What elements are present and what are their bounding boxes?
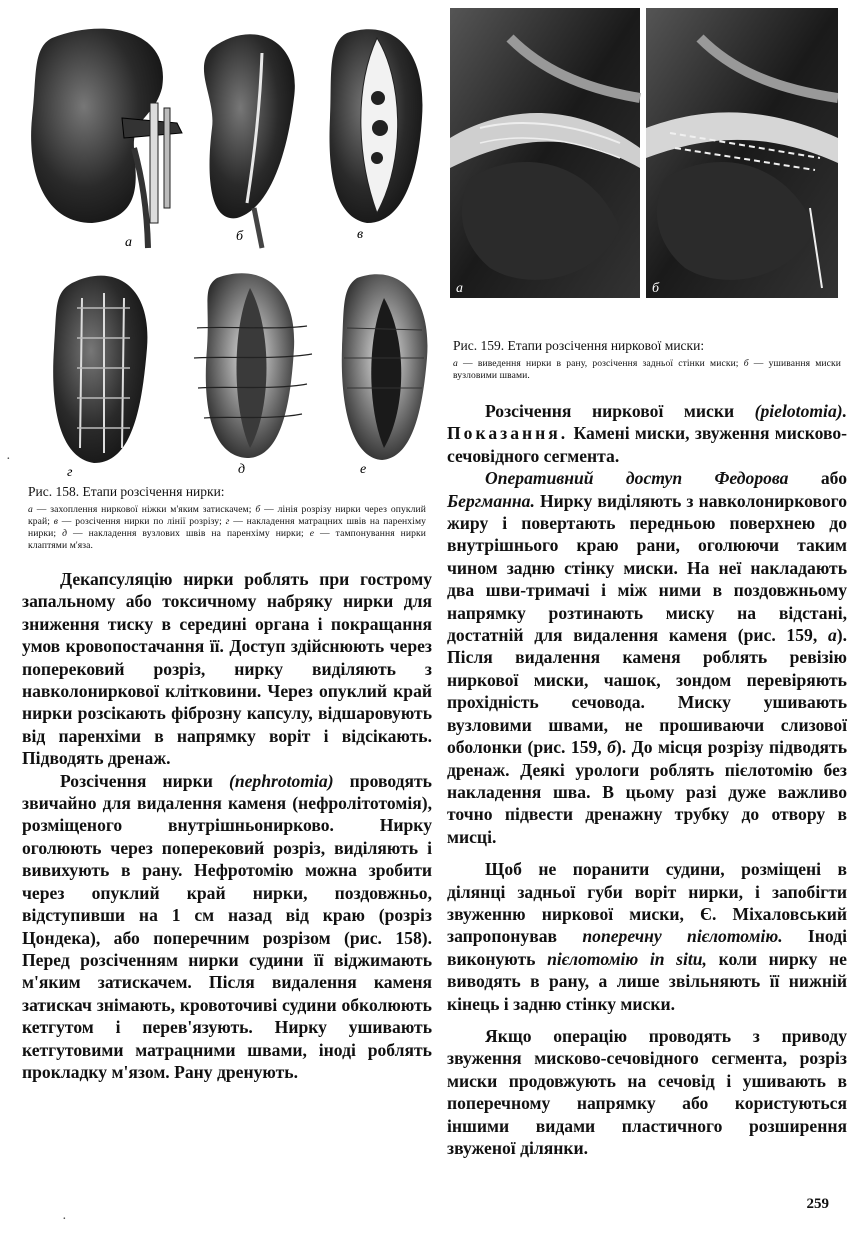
paragraph-text: Нирку виділяють з навколониркового жиру і повертають передньою поверхнею до внутрішнього краю рани, оголюючи таким чином задню стінку миски. На неї накладають два шви-тримачі і між ними в поздовжньому напрямку розтинають миску на відстані, достатній для видалення каменя (рис. 159, <box>447 490 847 646</box>
paragraph-text: Щоб не поранити судини, розміщені в ділянці задньої губи воріт нирки, і запобігти звуженню ниркової миски, Є. Міхаловський запропонував <box>447 859 847 947</box>
paragraph-transverse <box>447 858 847 1015</box>
figure-158-caption-title: Рис. 158. Етапи розсічення нирки: <box>28 484 225 499</box>
figure-158-caption-text: а — захоплення ниркової ніжки м'яким затискачем; б — лінія розрізу нирки через опуклий край; в — розсічення нирки по лінії розрізу; г — накладення матрацних швів на паренхіму нирки; д — накладення вузлових швів на паренхіму нирки; е — тампонування нирки клаптями м'яза. <box>28 504 427 551</box>
panel-label-b: б <box>652 281 660 296</box>
paragraph-access <box>447 467 847 848</box>
panel-label-c: в <box>357 227 364 242</box>
figure-159-caption-title: Рис. 159. Етапи розсічення ниркової миски: <box>453 338 705 353</box>
panel-f-kidney <box>342 274 428 460</box>
panel-label-e: д <box>238 462 246 477</box>
latin-nephrotomia: (nephrotomia) <box>212 770 334 791</box>
margin-mark: · <box>62 1212 67 1227</box>
paragraph-text: або <box>788 468 847 489</box>
term-pielotomy-in-situ: пієлотомію in situ, <box>547 948 707 969</box>
left-column <box>22 8 432 1083</box>
panel-a-kidney <box>31 29 182 248</box>
paragraph-text: ). До місця розрізу підводять дренаж. Деякі урологи роблять пієлотомію без накладення шва. В цьому разі дуже важливо точно підвести дренажну трубку до отвору в мисці. <box>447 737 847 847</box>
panel-b-kidney <box>204 34 295 248</box>
panel-label-a: а <box>125 235 132 250</box>
figure-ref-b: б <box>607 737 616 758</box>
access-bergmann: Бергманна. <box>447 490 535 511</box>
figure-159-caption-text: а — виведення нирки в рану, розсічення задньої стінки миски; б — ушивання миски вузловими швами. <box>453 358 841 381</box>
term-nephrotomy: Розсічення нирки <box>60 770 213 791</box>
term-transverse-pielotomy: поперечну пієлотомію. <box>582 926 783 947</box>
panel-c-kidney <box>329 29 422 223</box>
figure-ref-a: а <box>827 625 837 646</box>
panel-d-kidney <box>53 276 147 463</box>
latin-pielotomia: (pielotomia). <box>734 401 847 421</box>
paragraph-text: ). Після видалення каменя роблять ревізію ниркової миски, чашок, зондом перевіряють прохідність сечовода. Миску ушивають вузловими швами, не прошиваючи слизової оболонки (рис. 159, <box>447 625 847 758</box>
paragraph-text: роблять при гострому запальному або токсичному набряку нирки для зниження тиску в середині органа і покращання умов кровопостачання її. Доступ здійснюють через поперековий розріз, нирку виділяють з навколониркової клітковини. Через опуклий край нирки розсікають фіброзну капсулу, відшаровують від паренхіми в напрямку воріт і відсікають. Підводять дренаж. <box>22 569 432 769</box>
figure-159 <box>450 8 838 298</box>
figure-158 <box>22 8 432 478</box>
access-fedorov: Оперативний доступ Федорова <box>485 468 789 489</box>
panel-e-kidney <box>194 273 312 458</box>
term-pielotomy: Розсічення ниркової миски <box>485 401 735 421</box>
paragraph-text: Камені миски, звуження мисково-сечовідного сегмента. <box>447 423 847 466</box>
paragraph-text: Якщо операцію проводять з приводу звуження мисково-сечовідного сегмента, розріз миски продовжують на сечовід і ушивають в поперечному напрямку або користуються іншими видами пластичного розширення звуженої ділянки. <box>447 1025 847 1158</box>
indications-label: Показання. <box>447 423 569 444</box>
term-decapsulation: Декапсуляцію нирки <box>60 569 234 589</box>
right-column <box>447 8 847 1159</box>
margin-mark: · <box>6 452 11 467</box>
figure-158-illustration <box>22 8 432 478</box>
paragraph-stricture <box>447 1025 847 1159</box>
right-body-text <box>447 400 847 1159</box>
paragraph-text: коли нирку не виводять в рану, а лише звільняють її нижній кінець і задню стінку миски. <box>447 948 847 1014</box>
figure-159-illustration <box>450 8 838 298</box>
panel-label-d: г <box>67 465 73 478</box>
paragraph-nephrotomy <box>22 770 432 1084</box>
page-number: 259 <box>806 1196 829 1212</box>
paragraph-decapsulation <box>22 568 432 770</box>
panel-label-f: е <box>360 462 367 477</box>
paragraph-text: проводять звичайно для видалення каменя (нефролітотомія), розміщеного внутрішньонирково. Нирку оголюють через поперековий розріз, виділяють і вивихують в рану. Нефротомію можна зробити через опуклий край нирки, поздовжньо, відступивши на 1 см назад від краю (розріз Цондека), або поперечним розрізом (рис. 158). Перед розсіченням нирки судини її віджимають м'яким затискачем. Після видалення каменя затискач знімають, кровоточиві судини обколюють кетгутом і перев'язують. Нирку ушивають кетгутовими матрацними швами, іноді роблять прокладку м'язом. Рану дренують. <box>22 770 432 1082</box>
paragraph-pielotomy <box>447 400 847 467</box>
paragraph-text: Іноді виконують <box>447 926 847 969</box>
left-body-text <box>22 568 432 1083</box>
panel-label-b: б <box>236 229 244 244</box>
panel-label-a: а <box>456 281 463 296</box>
